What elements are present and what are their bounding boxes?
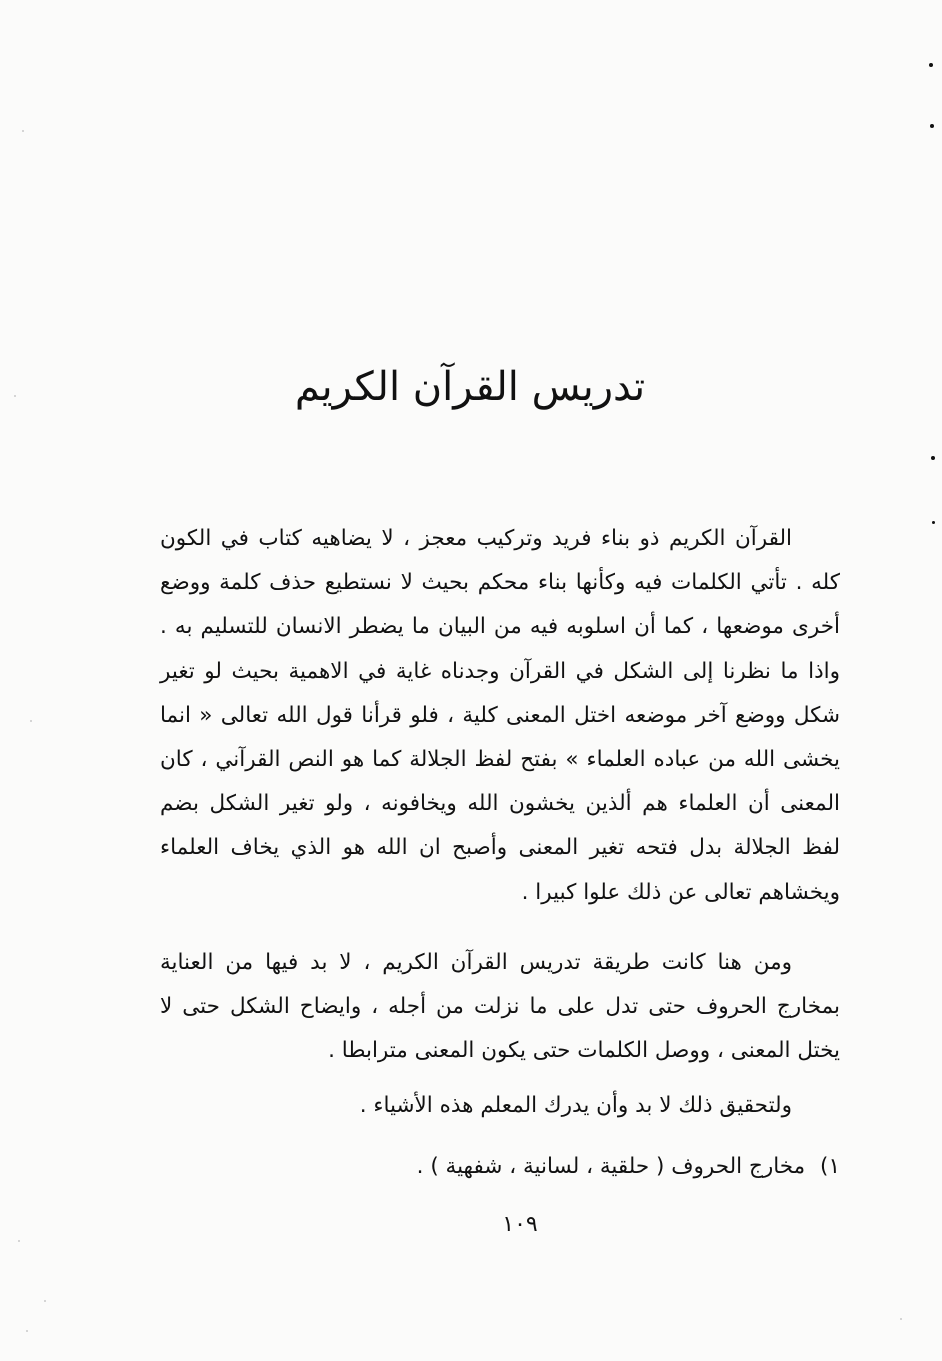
list-item-text: مخارج الحروف ( حلقية ، لسانية ، شفهية ) . (416, 1154, 806, 1179)
scan-speck (931, 456, 935, 460)
scan-noise (900, 1318, 902, 1320)
scan-noise (14, 395, 16, 397)
scan-noise (30, 720, 32, 722)
scan-noise (18, 1240, 20, 1242)
list-item (160, 1145, 840, 1189)
scan-noise (44, 1300, 46, 1302)
paragraph: القرآن الكريم ذو بناء فريد وتركيب معجز ، لا يضاهيه كتاب في الكون كله . تأتي الكلمات فيه وكأنها بناء محكم بحيث لا نستطيع حذف كلمة ووضع أخرى موضعها ، كما أن اسلوبه فيه من البيان ما يضطر الانسان للتسليم به . واذا ما نظرنا إلى الشكل في القرآن وجدناه غاية في الاهمية بحيث لو تغير شكل ووضع آخر موضعه اختل المعنى كلية ، فلو قرأنا قول الله تعالى « انما يخشى الله من عباده العلماء » بفتح لفظ الجلالة كما هو النص القرآني ، كان المعنى أن العلماء هم ألذين يخشون الله ويخافونه ، ولو تغير الشكل بضم لفظ الجلالة بدل فتحه تغير المعنى وأصبح ان الله هو الذي يخاف العلماء ويخشاهم تعالى عن ذلك علوا كبيرا . (160, 526, 840, 905)
scan-noise (26, 1330, 28, 1332)
scan-speck (932, 521, 935, 524)
scan-speck (929, 63, 933, 67)
list-item-number: ١) (820, 1154, 840, 1179)
scan-noise (22, 130, 24, 132)
page-title: تدريس القرآن الكريم (294, 364, 646, 410)
paragraph: ومن هنا كانت طريقة تدريس القرآن الكريم ، لا بد فيها من العناية بمخارج الحروف حتى تدل على ما نزلت من أجله ، وايضاح الشكل حتى لا يختل المعنى ، ووصل الكلمات حتى يكون المعنى مترابطا . (160, 950, 840, 1064)
paragraph: ولتحقيق ذلك لا بد وأن يدرك المعلم هذه الأشياء . (359, 1093, 792, 1118)
scan-speck (930, 124, 934, 128)
page-number: ١٠٩ (502, 1212, 538, 1237)
